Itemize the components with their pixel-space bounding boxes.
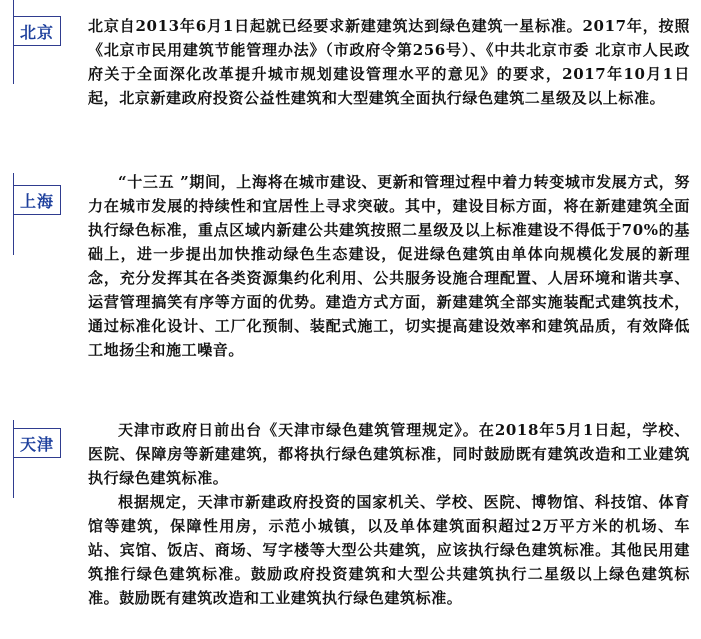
- tag-connector-line: [13, 215, 14, 255]
- region-tag-shanghai: [13, 185, 61, 215]
- section-body: [88, 418, 690, 610]
- section-beijing: [0, 0, 701, 150]
- paragraph: 根据规定，天津市新建政府投资的国家机关、学校、医院、博物馆、科技馆、体育馆等建筑，保障性用房，示范小城镇，以及单体建筑面积超过2万平方米的机场、车站、宾馆、饭店、商场、写字楼等大型公共建筑，应该执行绿色建筑标准。其他民用建筑推行绿色建筑标准。鼓励政府投资建筑和大型公共建筑执行二星级以上绿色建筑标准。鼓励既有建筑改造和工业建筑执行绿色建筑标准。: [88, 493, 690, 607]
- section-body: [88, 170, 690, 362]
- paragraph: 天津市政府日前出台《天津市绿色建筑管理规定》。在2018年5月1日起，学校、医院、保障房等新建建筑，都将执行绿色建筑标准，同时鼓励既有建筑改造和工业建筑执行绿色建筑标准。: [88, 421, 690, 487]
- region-tag-beijing: [13, 16, 61, 46]
- tag-connector-line: [13, 0, 14, 16]
- section-tianjin: [0, 400, 701, 639]
- tag-connector-line: [13, 46, 14, 84]
- region-tag-label: 北京: [19, 22, 54, 42]
- section-body: [88, 14, 690, 110]
- region-tag-tianjin: [13, 428, 61, 458]
- region-tag-label: 天津: [19, 434, 54, 454]
- tag-connector-line: [13, 173, 14, 185]
- paragraph: 北京自2013年6月1日起就已经要求新建建筑达到绿色建筑一星标准。2017年，按照《北京市民用建筑节能管理办法》（市政府令第256号）、《中共北京市委 北京市人民政府关于全面深化改革提升城市规划建设管理水平的意见》的要求，2017年10月1日起，北京新建政府投资公益性建筑和大型建筑全面执行绿色建筑二星级及以上标准。: [88, 17, 690, 107]
- section-shanghai: [0, 150, 701, 400]
- paragraph: “十三五 ”期间，上海将在城市建设、更新和管理过程中着力转变城市发展方式，努力在城市发展的持续性和宜居性上寻求突破。其中，建设目标方面，将在新建建筑全面执行绿色标准，重点区域内新建公共建筑按照二星级及以上标准建设不得低于70%的基础上，进一步提出加快推动绿色生态建设，促进绿色建筑由单体向规模化发展的新理念，充分发挥其在各类资源集约化利用、公共服务设施合理配置、人居环境和谐共享、运营管理搞笑有序等方面的优势。建造方式方面，新建建筑全部实施装配式建筑技术，通过标准化设计、工厂化预制、装配式施工，切实提高建设效率和建筑品质，有效降低工地扬尘和施工噪音。: [88, 173, 690, 359]
- tag-connector-line: [13, 458, 14, 498]
- region-tag-label: 上海: [19, 191, 54, 211]
